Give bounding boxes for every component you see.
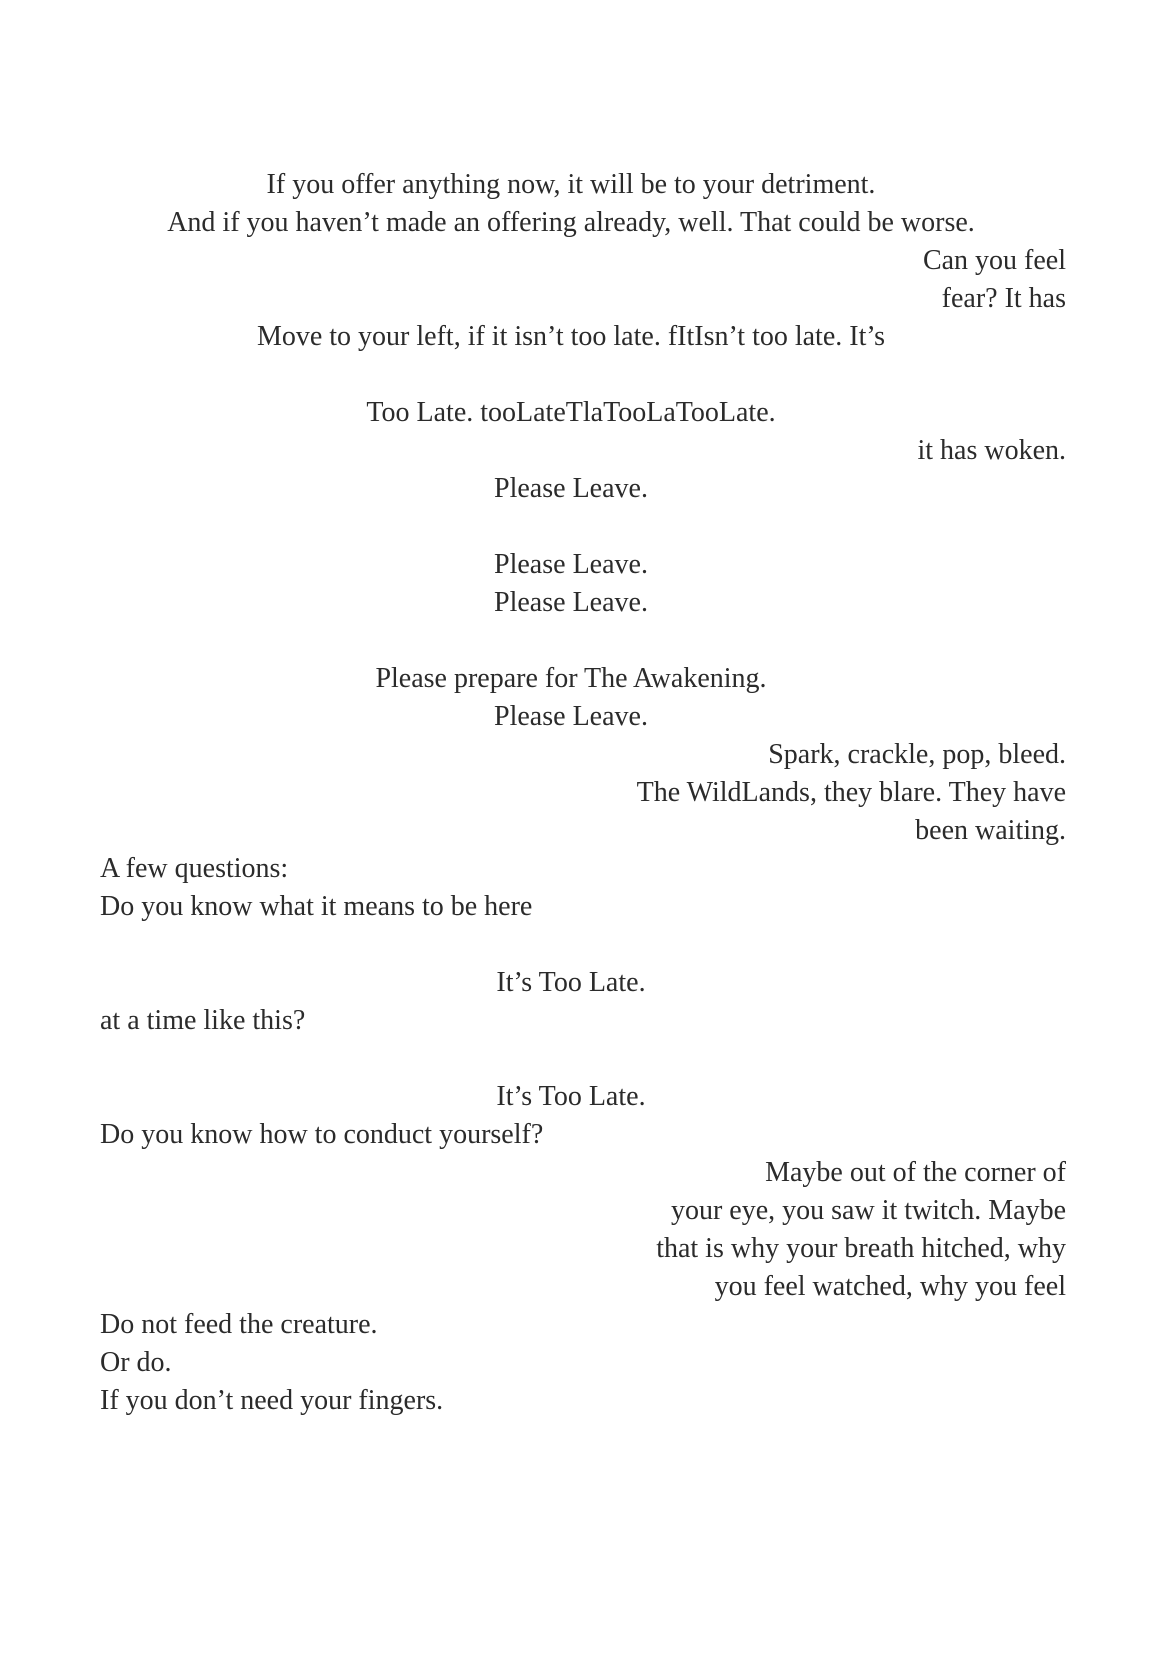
- poem-line-9: Please Leave.: [494, 549, 648, 580]
- poem-line-26: Do not feed the creature.: [100, 1309, 378, 1340]
- poem-line-10: Please Leave.: [494, 587, 648, 618]
- poem-line-13: Spark, crackle, pop, bleed.: [768, 739, 1066, 770]
- poem-line-20: It’s Too Late.: [496, 1081, 646, 1112]
- poem-line-24: that is why your breath hitched, why: [656, 1233, 1066, 1264]
- poem-line-7: it has woken.: [917, 435, 1066, 466]
- poem-line-12: Please Leave.: [494, 701, 648, 732]
- poem-line-8: Please Leave.: [494, 473, 648, 504]
- poem-line-21: Do you know how to conduct yourself?: [100, 1119, 544, 1150]
- poem-line-1: If you offer anything now, it will be to your detriment.: [266, 169, 876, 200]
- poem-line-18: It’s Too Late.: [496, 967, 646, 998]
- poem-line-2: And if you haven’t made an offering already, well. That could be worse.: [167, 207, 975, 238]
- poem-line-6: Too Late. tooLateTlaTooLaTooLate.: [366, 397, 776, 428]
- poem-line-22: Maybe out of the corner of: [765, 1157, 1066, 1188]
- poem-line-25: you feel watched, why you feel: [714, 1271, 1066, 1302]
- poem-line-15: been waiting.: [915, 815, 1066, 846]
- poem-line-11: Please prepare for The Awakening.: [375, 663, 767, 694]
- poem-line-4: fear? It has: [941, 283, 1066, 314]
- poem-line-5: Move to your left, if it isn’t too late. fItIsn’t too late. It’s: [256, 321, 886, 352]
- poem-line-17: Do you know what it means to be here: [100, 891, 533, 922]
- poem-line-14: The WildLands, they blare. They have: [636, 777, 1066, 808]
- poem-line-27: Or do.: [100, 1347, 172, 1378]
- poem-line-28: If you don’t need your fingers.: [100, 1385, 444, 1416]
- poem-line-23: your eye, you saw it twitch. Maybe: [670, 1195, 1066, 1226]
- poem-line-19: at a time like this?: [100, 1005, 306, 1036]
- poem-line-16: A few questions:: [100, 853, 289, 884]
- poem-line-3: Can you feel: [922, 245, 1066, 276]
